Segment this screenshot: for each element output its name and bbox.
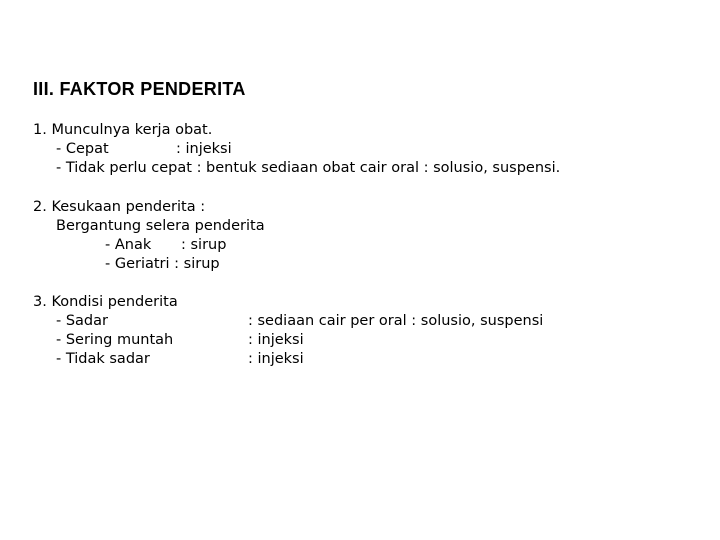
section3-item-value: : sediaan cair per oral : solusio, suspensi: [248, 313, 544, 329]
section1-heading: 1. Munculnya kerja obat.: [33, 122, 213, 138]
section3-item-value: : injeksi: [248, 332, 304, 348]
section3-item-value: : injeksi: [248, 351, 304, 367]
section1-item1-label: - Cepat: [56, 141, 109, 157]
section3-item-label: - Sering muntah: [56, 332, 174, 348]
section3-item-label: - Sadar: [56, 313, 108, 329]
section2-heading: 2. Kesukaan penderita :: [33, 199, 206, 215]
section1-item2: - Tidak perlu cepat : bentuk sediaan obat cair oral : solusio, suspensi.: [56, 160, 561, 176]
section3-item-label: - Tidak sadar: [56, 351, 150, 367]
section2-item1-label: - Anak: [105, 237, 152, 253]
section2-subheading: Bergantung selera penderita: [56, 218, 265, 234]
section2-item1-value: : sirup: [181, 237, 227, 253]
section1-item1-value: : injeksi: [176, 141, 232, 157]
section2-item2: - Geriatri : sirup: [105, 256, 220, 272]
section3-heading: 3. Kondisi penderita: [33, 294, 178, 310]
slide-title: III. FAKTOR PENDERITA: [33, 79, 246, 99]
